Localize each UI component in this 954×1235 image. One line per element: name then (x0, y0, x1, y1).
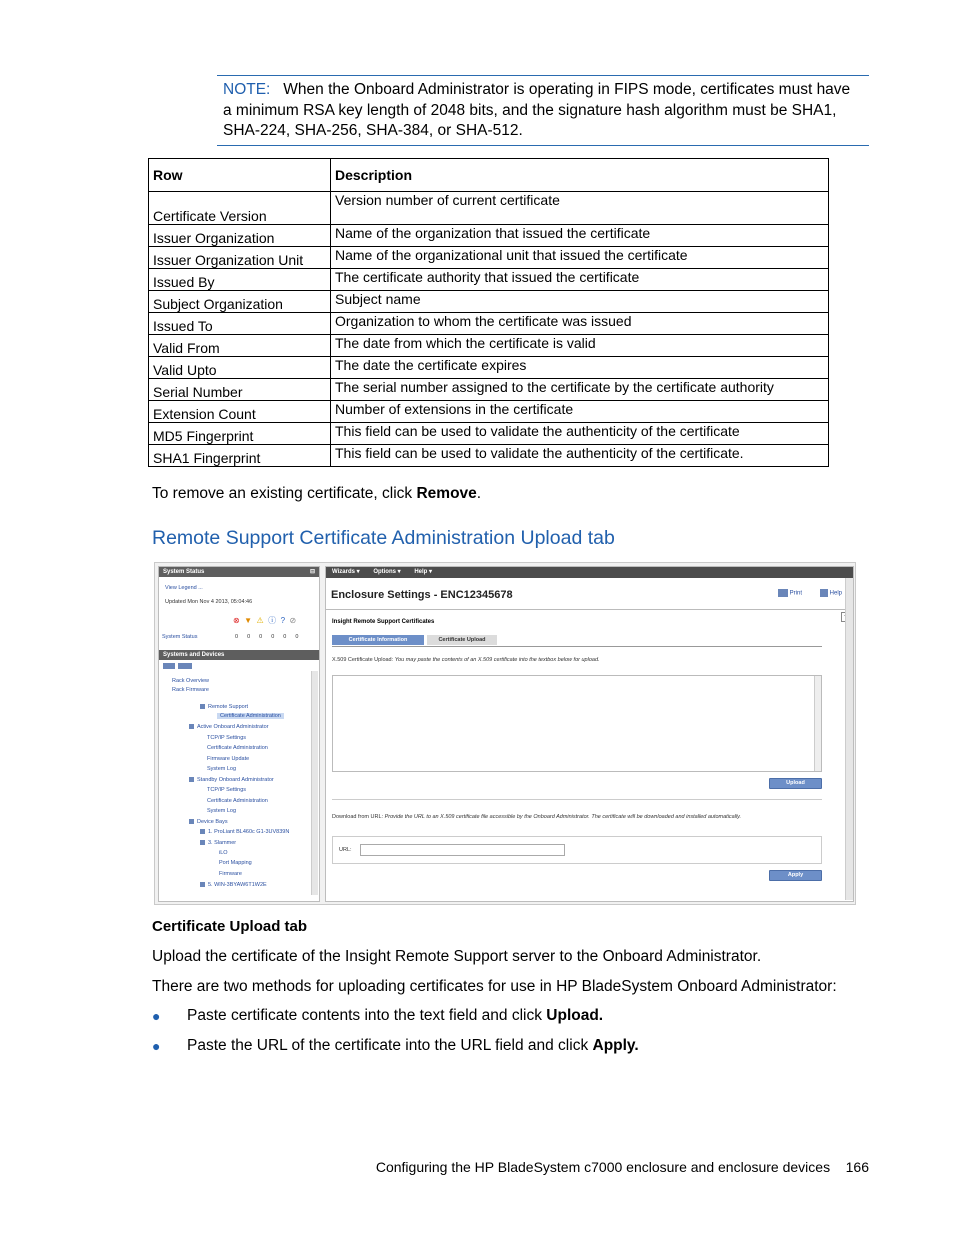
note-paragraph (223, 80, 863, 142)
tab-underline (332, 646, 822, 647)
bullet-text: Paste the URL of the certificate into the URL field and click (187, 1037, 593, 1054)
tree-cert-admin-active[interactable]: Certificate Administration (207, 745, 268, 751)
tree-label: Standby Onboard Administrator (197, 777, 274, 783)
row-description: Name of the organization that issued the certificate (331, 225, 829, 247)
url-box (332, 836, 822, 864)
tree-label: 5. WIN-3BYAW6T1W2E (208, 882, 267, 888)
table-header-row (149, 159, 829, 192)
collapse-node-icon[interactable] (200, 840, 205, 845)
row-description: Name of the organizational unit that issued the certificate (331, 247, 829, 269)
tree-port-mapping[interactable]: Port Mapping (219, 860, 252, 866)
row-name: Valid Upto (149, 357, 331, 379)
info-icon: ⓘ (268, 616, 277, 625)
tree-firmware[interactable]: Firmware (219, 871, 242, 877)
systems-devices-title: Systems and Devices (163, 652, 225, 658)
collapse-icon[interactable]: ⊟ (309, 569, 315, 575)
list-item (152, 1004, 639, 1034)
updated-text: Updated Mon Nov 4 2013, 05:04:46 (165, 599, 253, 605)
menu-options[interactable]: Options ▾ (373, 569, 401, 575)
certificate-fields-table (148, 158, 829, 467)
row-name: Certificate Version (149, 192, 331, 225)
row-name: Serial Number (149, 379, 331, 401)
expand-all-button[interactable] (163, 663, 175, 669)
minor-icon: ⚠ (256, 616, 264, 625)
row-description: Version number of current certificate (331, 192, 829, 225)
apply-button[interactable]: Apply (769, 870, 822, 881)
systems-devices-bar (159, 650, 319, 660)
tree-bay-3[interactable] (200, 840, 236, 846)
tree-label: 3. Slammer (208, 840, 237, 846)
paragraph-1: Upload the certificate of the Insight Remote Support server to the Onboard Administrator. (152, 948, 762, 965)
help-label: Help (829, 590, 843, 597)
count-info: 0 (271, 634, 284, 640)
tree-firmware-update[interactable]: Firmware Update (207, 756, 250, 762)
major-icon: ▼ (244, 616, 253, 625)
page-number: 166 (845, 1159, 869, 1175)
tab-certificate-information[interactable]: Certificate Information (332, 635, 424, 645)
remove-period: . (476, 485, 482, 502)
footer-text: Configuring the HP BladeSystem c7000 enclosure and enclosure devices (375, 1159, 831, 1175)
remove-instruction (152, 485, 481, 503)
bullet-icon: ● (152, 1038, 161, 1054)
menu-wizards[interactable]: Wizards ▾ (332, 569, 360, 575)
row-description: The date from which the certificate is valid (331, 335, 829, 357)
table-row (149, 269, 829, 291)
download-hint: Provide the URL to an X.509 certificate file accessible by the Onboard Administrator. The certificate will be downloaded and installed automatically. (384, 814, 742, 820)
expand-node-icon[interactable] (200, 882, 205, 887)
textarea-scrollbar[interactable] (814, 676, 821, 771)
tree-certificate-administration-selected[interactable]: Certificate Administration (217, 713, 284, 719)
system-status-title: System Status (163, 569, 205, 575)
tree-label: Device Bays (197, 819, 228, 825)
download-instruction (332, 813, 812, 821)
col-header-row: Row (149, 159, 331, 192)
tree-bay-1[interactable] (200, 829, 289, 835)
row-description: Subject name (331, 291, 829, 313)
menu-bar (326, 567, 853, 578)
subsection-title: Insight Remote Support Certificates (332, 619, 435, 625)
table-row (149, 313, 829, 335)
title-divider (326, 609, 853, 610)
tree-rack-firmware[interactable]: Rack Firmware (172, 687, 209, 693)
row-name: SHA1 Fingerprint (149, 445, 331, 467)
methods-list (152, 1004, 639, 1064)
tree-label: 1. ProLiant BL460c G1-3UV839N (208, 829, 290, 835)
help-link[interactable] (820, 589, 842, 597)
row-description: Number of extensions in the certificate (331, 401, 829, 423)
tree-scrollbar[interactable] (311, 671, 318, 895)
tree-active-oa[interactable] (189, 724, 269, 730)
bullet-bold: Upload. (546, 1007, 604, 1024)
table-row (149, 291, 829, 313)
row-name: Issuer Organization (149, 225, 331, 247)
collapse-node-icon[interactable] (189, 777, 194, 782)
expand-node-icon[interactable] (200, 829, 205, 834)
count-disabled: 0 (295, 634, 308, 640)
menu-help[interactable]: Help ▾ (414, 569, 433, 575)
left-pane (158, 566, 320, 902)
tree-label: Active Onboard Administrator (197, 724, 269, 730)
x509-instruction (332, 657, 600, 663)
count-major: 0 (247, 634, 260, 640)
content-scrollbar[interactable] (845, 578, 853, 900)
download-label: Download from URL: (332, 814, 384, 820)
certificate-textarea[interactable] (332, 675, 822, 772)
section-title: Remote Support Certificate Administration Upload tab (152, 527, 615, 549)
note-label: NOTE: (223, 81, 271, 98)
section-divider (332, 799, 822, 800)
tree-ilo[interactable]: iLO (219, 850, 228, 856)
bullet-text: Paste certificate contents into the text field and click (187, 1007, 547, 1024)
remove-text: To remove an existing certificate, click (152, 485, 417, 502)
note-box (217, 75, 869, 146)
x509-label: X.509 Certificate Upload: (332, 657, 394, 663)
count-unknown: 0 (283, 634, 296, 640)
tree-bay-5[interactable] (200, 882, 267, 888)
tree-cert-admin-standby[interactable]: Certificate Administration (207, 798, 268, 804)
table-row (149, 423, 829, 445)
page-footer (376, 1159, 869, 1175)
unknown-icon: ? (280, 616, 286, 625)
tree-label: Remote Support (208, 704, 249, 710)
status-counts (235, 634, 307, 640)
row-description: Organization to whom the certificate was issued (331, 313, 829, 335)
tree-system-log-active[interactable]: System Log (207, 766, 237, 772)
remove-bold: Remove (416, 485, 477, 502)
table-row (149, 247, 829, 269)
row-name: MD5 Fingerprint (149, 423, 331, 445)
table-row (149, 357, 829, 379)
row-name: Issuer Organization Unit (149, 247, 331, 269)
print-label: Print (789, 590, 803, 597)
table-row (149, 335, 829, 357)
upload-button[interactable]: Upload (769, 778, 822, 789)
table-row (149, 192, 829, 225)
tree-tcpip-active[interactable]: TCP/IP Settings (207, 735, 247, 741)
row-description: The date the certificate expires (331, 357, 829, 379)
figure-caption: Certificate Upload tab (152, 918, 308, 935)
tree-rack-overview[interactable]: Rack Overview (172, 678, 209, 684)
tree-device-bays[interactable] (189, 819, 228, 825)
row-name: Subject Organization (149, 291, 331, 313)
row-name: Issued By (149, 269, 331, 291)
critical-icon: ⊗ (233, 616, 240, 625)
table-row (149, 445, 829, 467)
row-name: Extension Count (149, 401, 331, 423)
collapse-node-icon[interactable] (200, 704, 205, 709)
tree-system-log-standby[interactable]: System Log (207, 808, 237, 814)
collapse-node-icon[interactable] (189, 819, 194, 824)
system-status-link[interactable]: System Status (162, 634, 198, 640)
right-pane (325, 566, 854, 902)
oa-screenshot (154, 562, 856, 905)
view-legend-link[interactable]: View Legend ... (165, 585, 203, 591)
status-icons (233, 615, 296, 626)
note-text: When the Onboard Administrator is operating in FIPS mode, certificates must have a minimum RSA key length of 2048 bits, and the signature hash algorithm must be SHA1, SHA-224, SHA-256, SHA-384, or SHA-512. (223, 81, 851, 139)
col-header-description: Description (331, 159, 829, 192)
count-critical: 0 (235, 634, 248, 640)
list-item (152, 1034, 639, 1064)
help-icon (820, 589, 828, 597)
paragraph-2: There are two methods for uploading certificates for use in HP BladeSystem Onboard Administrator: (152, 978, 837, 995)
row-name: Valid From (149, 335, 331, 357)
row-description: The certificate authority that issued the certificate (331, 269, 829, 291)
table-row (149, 225, 829, 247)
x509-hint: You may paste the contents of an X.509 certificate into the textbox below for upload. (394, 657, 600, 663)
tree-remote-support[interactable] (200, 704, 248, 710)
page-title: Enclosure Settings - ENC12345678 (331, 589, 513, 601)
url-input[interactable] (360, 844, 565, 856)
tree-standby-oa[interactable] (189, 777, 274, 783)
print-link[interactable] (778, 589, 802, 597)
collapse-all-button[interactable] (178, 663, 192, 669)
url-label: URL: (339, 847, 352, 853)
row-description: This field can be used to validate the authenticity of the certificate (331, 423, 829, 445)
table-row (149, 401, 829, 423)
tab-certificate-upload[interactable]: Certificate Upload (427, 635, 497, 645)
bullet-bold: Apply. (592, 1037, 639, 1054)
count-minor: 0 (259, 634, 272, 640)
collapse-node-icon[interactable] (189, 724, 194, 729)
disabled-icon: ⊘ (289, 616, 297, 625)
bullet-icon: ● (152, 1008, 161, 1024)
row-name: Issued To (149, 313, 331, 335)
tree-tcpip-standby[interactable]: TCP/IP Settings (207, 787, 247, 793)
print-icon (778, 589, 788, 597)
system-status-bar (159, 567, 319, 577)
table-row (149, 379, 829, 401)
row-description: The serial number assigned to the certificate by the certificate authority (331, 379, 829, 401)
row-description: This field can be used to validate the authenticity of the certificate. (331, 445, 829, 467)
